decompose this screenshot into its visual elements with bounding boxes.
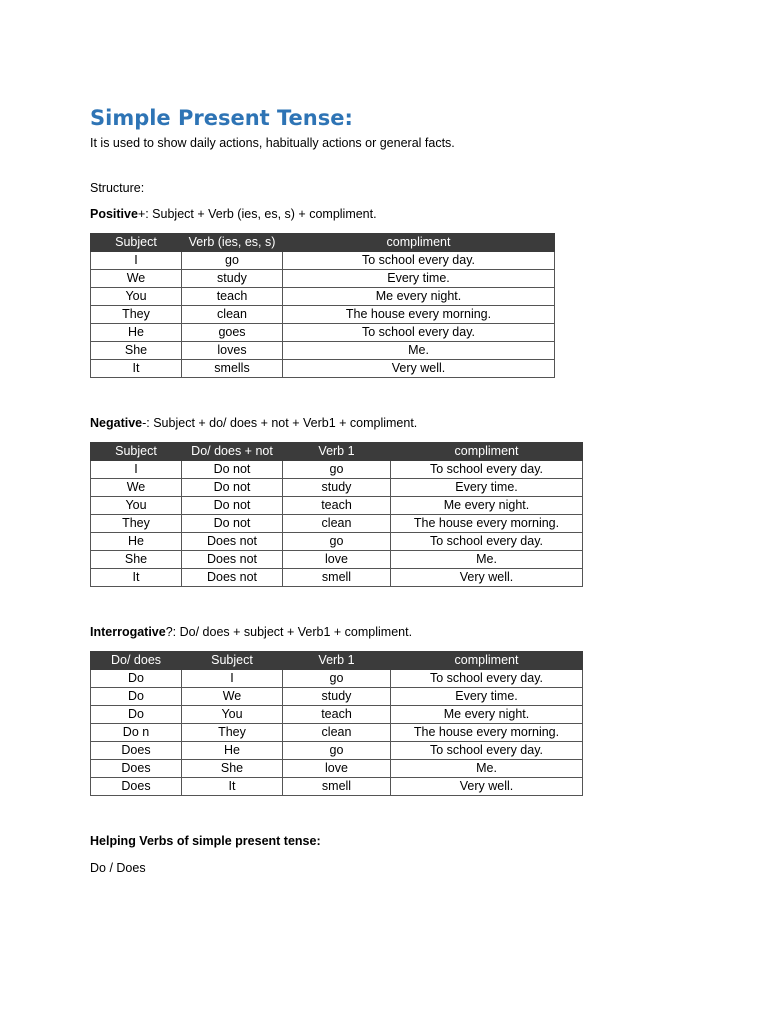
helping-verbs-heading-text: Helping Verbs of simple present tense: bbox=[90, 834, 321, 848]
table-row bbox=[91, 342, 555, 360]
positive-rule bbox=[90, 207, 377, 221]
table-row bbox=[91, 288, 555, 306]
table-cell: Does bbox=[91, 760, 182, 778]
table-cell: She bbox=[182, 760, 283, 778]
table-cell: clean bbox=[182, 306, 283, 324]
table-cell: Very well. bbox=[391, 778, 583, 796]
column-header: Verb (ies, es, s) bbox=[182, 234, 283, 252]
table-cell: go bbox=[283, 742, 391, 760]
table-cell: The house every morning. bbox=[283, 306, 555, 324]
negative-rule bbox=[90, 416, 417, 430]
column-header: Subject bbox=[91, 234, 182, 252]
column-header: Do/ does bbox=[91, 652, 182, 670]
table-cell: Very well. bbox=[283, 360, 555, 378]
interrogative-rule bbox=[90, 625, 412, 639]
table-row bbox=[91, 778, 583, 796]
table-cell: I bbox=[182, 670, 283, 688]
positive-table bbox=[90, 233, 555, 378]
table-cell: We bbox=[91, 479, 182, 497]
table-cell: Do bbox=[91, 670, 182, 688]
column-header: compliment bbox=[391, 652, 583, 670]
table-cell: To school every day. bbox=[391, 670, 583, 688]
table-cell: Me every night. bbox=[391, 497, 583, 515]
table-cell: Do bbox=[91, 706, 182, 724]
table-cell: Do bbox=[91, 688, 182, 706]
table-cell: go bbox=[283, 533, 391, 551]
table-cell: Do not bbox=[182, 479, 283, 497]
interrogative-label: Interrogative bbox=[90, 625, 166, 639]
table-row bbox=[91, 670, 583, 688]
table-cell: To school every day. bbox=[391, 533, 583, 551]
table-header-row bbox=[91, 234, 555, 252]
table-row bbox=[91, 551, 583, 569]
table-cell: Do not bbox=[182, 497, 283, 515]
positive-rule-text: +: Subject + Verb (ies, es, s) + compliment. bbox=[137, 207, 377, 221]
table-cell: Does bbox=[91, 778, 182, 796]
helping-verbs-value: Do / Does bbox=[90, 861, 146, 875]
table-cell: study bbox=[182, 270, 283, 288]
table-header-row bbox=[91, 652, 583, 670]
table-cell: I bbox=[91, 252, 182, 270]
negative-rule-text: -: Subject + do/ does + not + Verb1 + compliment. bbox=[142, 416, 418, 430]
table-cell: go bbox=[182, 252, 283, 270]
table-cell: You bbox=[91, 497, 182, 515]
table-cell: love bbox=[283, 551, 391, 569]
table-cell: Very well. bbox=[391, 569, 583, 587]
table-cell: Me. bbox=[391, 760, 583, 778]
table-cell: Do n bbox=[91, 724, 182, 742]
table-cell: teach bbox=[182, 288, 283, 306]
table-cell: clean bbox=[283, 515, 391, 533]
structure-label: Structure: bbox=[90, 181, 145, 195]
negative-label: Negative bbox=[90, 416, 143, 430]
table-cell: Do not bbox=[182, 515, 283, 533]
helping-verbs-heading bbox=[90, 834, 321, 848]
table-cell: study bbox=[283, 688, 391, 706]
table-cell: It bbox=[91, 360, 182, 378]
page-title: Simple Present Tense: bbox=[90, 106, 353, 130]
table-cell: To school every day. bbox=[391, 461, 583, 479]
table-cell: We bbox=[91, 270, 182, 288]
column-header: Subject bbox=[91, 443, 182, 461]
table-row bbox=[91, 360, 555, 378]
table-cell: smell bbox=[283, 778, 391, 796]
table-cell: You bbox=[182, 706, 283, 724]
table-cell: To school every day. bbox=[283, 252, 555, 270]
table-row bbox=[91, 760, 583, 778]
column-header: Subject bbox=[182, 652, 283, 670]
table-row bbox=[91, 324, 555, 342]
table-cell: smells bbox=[182, 360, 283, 378]
table-row bbox=[91, 461, 583, 479]
interrogative-table bbox=[90, 651, 583, 796]
table-cell: You bbox=[91, 288, 182, 306]
table-cell: Does bbox=[91, 742, 182, 760]
table-row bbox=[91, 742, 583, 760]
column-header: compliment bbox=[391, 443, 583, 461]
table-cell: We bbox=[182, 688, 283, 706]
table-cell: love bbox=[283, 760, 391, 778]
table-row bbox=[91, 706, 583, 724]
table-row bbox=[91, 724, 583, 742]
column-header: Verb 1 bbox=[283, 443, 391, 461]
table-cell: He bbox=[91, 324, 182, 342]
table-cell: It bbox=[182, 778, 283, 796]
table-row bbox=[91, 479, 583, 497]
table-cell: Does not bbox=[182, 551, 283, 569]
table-cell: Every time. bbox=[283, 270, 555, 288]
table-cell: Does not bbox=[182, 569, 283, 587]
table-cell: Me. bbox=[283, 342, 555, 360]
table-cell: Me every night. bbox=[283, 288, 555, 306]
table-cell: study bbox=[283, 479, 391, 497]
table-header-row bbox=[91, 443, 583, 461]
table-cell: Every time. bbox=[391, 688, 583, 706]
table-row bbox=[91, 688, 583, 706]
table-cell: She bbox=[91, 342, 182, 360]
table-cell: go bbox=[283, 670, 391, 688]
negative-table bbox=[90, 442, 583, 587]
table-cell: teach bbox=[283, 706, 391, 724]
table-cell: It bbox=[91, 569, 182, 587]
table-cell: Me. bbox=[391, 551, 583, 569]
table-cell: To school every day. bbox=[391, 742, 583, 760]
table-cell: They bbox=[91, 515, 182, 533]
table-row bbox=[91, 252, 555, 270]
table-cell: The house every morning. bbox=[391, 515, 583, 533]
table-cell: To school every day. bbox=[283, 324, 555, 342]
column-header: Verb 1 bbox=[283, 652, 391, 670]
table-cell: She bbox=[91, 551, 182, 569]
table-cell: Does not bbox=[182, 533, 283, 551]
table-cell: They bbox=[91, 306, 182, 324]
table-cell: clean bbox=[283, 724, 391, 742]
table-cell: He bbox=[182, 742, 283, 760]
table-row bbox=[91, 533, 583, 551]
intro-text: It is used to show daily actions, habitually actions or general facts. bbox=[90, 136, 455, 150]
table-row bbox=[91, 515, 583, 533]
table-cell: Every time. bbox=[391, 479, 583, 497]
table-row bbox=[91, 569, 583, 587]
column-header: compliment bbox=[283, 234, 555, 252]
table-row bbox=[91, 497, 583, 515]
table-row bbox=[91, 270, 555, 288]
table-cell: smell bbox=[283, 569, 391, 587]
table-cell: He bbox=[91, 533, 182, 551]
interrogative-rule-text: ?: Do/ does + subject + Verb1 + compliment. bbox=[165, 625, 413, 639]
column-header: Do/ does + not bbox=[182, 443, 283, 461]
table-row bbox=[91, 306, 555, 324]
table-cell: The house every morning. bbox=[391, 724, 583, 742]
table-cell: loves bbox=[182, 342, 283, 360]
table-cell: Me every night. bbox=[391, 706, 583, 724]
positive-label: Positive bbox=[90, 207, 138, 221]
table-cell: go bbox=[283, 461, 391, 479]
table-cell: Do not bbox=[182, 461, 283, 479]
table-cell: I bbox=[91, 461, 182, 479]
table-cell: They bbox=[182, 724, 283, 742]
table-cell: teach bbox=[283, 497, 391, 515]
table-cell: goes bbox=[182, 324, 283, 342]
